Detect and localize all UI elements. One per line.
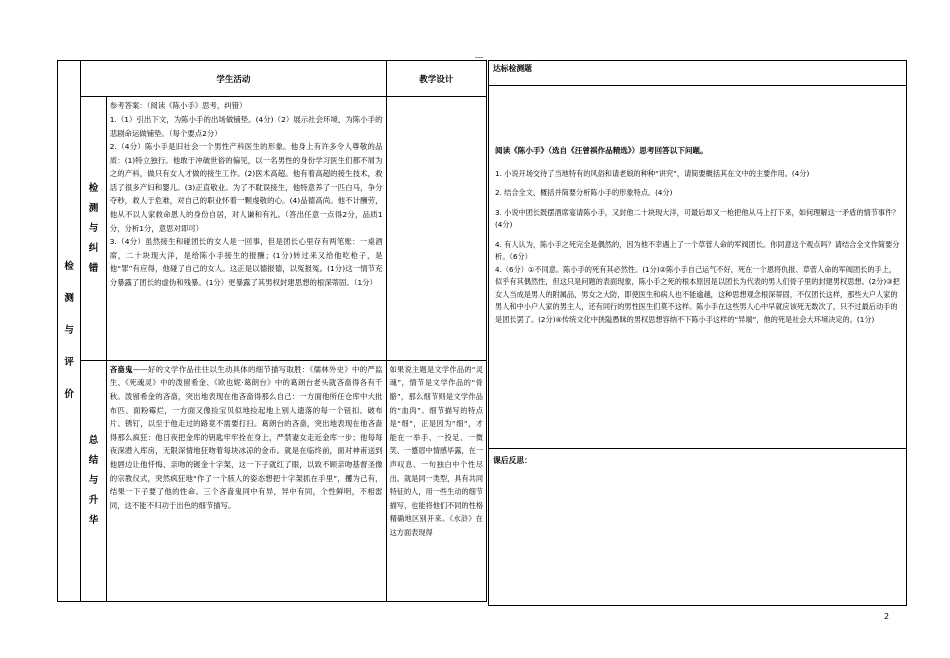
reference-answers [106, 97, 386, 360]
miser-passage [106, 360, 386, 601]
header-student-activity: 学生活动 [81, 61, 386, 97]
question-3: 3. 小说中团长既摆酒席宴请陈小手，又封他二十块现大洋，可最后却又一枪把他从马上打下来，如何理解这一矛盾的情节事件？(4分) [495, 207, 900, 229]
miser-passage-lead: 吝啬鬼 [109, 364, 133, 374]
teacher-note [386, 360, 486, 601]
header-teaching-design: 教学设计 [386, 61, 486, 97]
header-mark [475, 57, 483, 58]
row-label-summary-text: 总 结 与 升 华 [88, 434, 99, 526]
teaching-design-empty-cell [386, 97, 486, 360]
student-activity-table [57, 60, 487, 602]
page-number: 2 [884, 612, 890, 621]
answer-4: 4.（6分）①不同意。陈小手的死有其必然性。(1分)②陈小手自己运气不好，死在一个恩将仇报、草菅人命的军阀团长的手上，似乎有其偶然性，但这只是问题的表面现象，陈小手之死的根本原因是以团长为代表的男人们骨子里的封建男权思想。(2分)③把女人当成是男人的附属品，男女之大防，即使医生和病人也不能逾越，这种思想观念根深蒂固，不仅团长这样，那些大户人家的男人和中小户人家的男主人，还有同行的男性医生们莫不这样。陈小手在这些男人心中早就应该死无数次了，只不过最后动手的是团长罢了。(2分)④传统文化中狭隘愚昧的男权思想容纳不下陈小手这样的“异端”，他的死是社会大环境决定的。(1分) [495, 264, 900, 324]
teacher-note-text: 如果说主题是文学作品的“灵魂”，情节是文学作品的“骨骼”，那么细节则是文学作品的“血肉”。细节描写的特点是“细”，正是因为“细”，才能在一举手、一投足、一微笑、一蹙眉中情感毕露，在一声叹息、一句独白中个性尽出。就是同一类型，具有共同特征的人，用一些生动的细节描写，也能将他们不同的性格精确地区别开来。《水浒》在这方面表现得 [389, 364, 484, 537]
question-1: 1. 小说开场交待了当地特有的风俗和请老娘的种种“讲究”，请简要概括其在文中的主要作用。(4分) [495, 168, 810, 178]
assessment-questions [489, 86, 907, 449]
assessment-header: 达标检测题 [489, 61, 907, 86]
question-2: 2. 结合全文，概括并简要分析陈小手的形象特点。(4分) [495, 188, 673, 197]
row-label-summary [81, 360, 106, 601]
miser-passage-text: ——好的文学作品往往以生动具体的细节描写取胜：《儒林外史》中的严监生、《死魂灵》中的泼留希金、《欧也妮·葛朗台》中的葛朗台老头就吝啬得各有千秋。泼留希金的吝啬，突出地表现在他吝啬得那么自己：一方面他所任仓库中大批布匹、面粉霉烂，一方面又像捡宝贝似地捡起地上别人遗落的每一个钮扣、破布片、锈钉，以至于他走过的路竟不需要打扫。葛朗台的吝啬，突出地表现在他吝啬得那么疯狂：他日夜把金库的钥匙牢牢拴在身上，严禁妻女走近金库一步；他每每夜深潜入库房，无限深情地狂吻着每块冰凉的金币。就是在临终前，面对神甫送到他唇边让他忏悔、亲吻的镀金十字架，这一下子就红了眼，以致不顾亲吻基督圣像的宗教仪式，突然疯狂地“作了一个骇人的姿态想把十字架抓在手里”，攫为己有，结果一下子要了他的性命。三个吝啬鬼同中有异，异中有同，个性鲜明，不相雷同，这不能不归功于出色的细节描写。 [109, 364, 383, 510]
section-label-assessment-text: 检 测 与 评 价 [64, 261, 74, 400]
assessment-table [488, 60, 907, 606]
question-4: 4. 有人认为，陈小手之死完全是偶然的，因为他不幸遇上了一个草菅人命的军阀团长。你同意这个观点吗？请结合全文作简要分析。（6分） [495, 239, 900, 261]
question-title: 阅读《陈小手》（选自《汪曾祺作品精选》）思考回答以下问题。 [495, 146, 708, 155]
reference-answers-text: 参考答案：（阅读《陈小手》思考，纠错） 1.（1）引出下文，为陈小手的出场做铺垫。(4分)（2）展示社会环境，为陈小手的悲剧命运做铺垫。（每个要点2分） 2.（4分）陈小手是旧社会一个男性产科医生的形象。他身上有许多令人尊敬的品质：(1)特立独行。他敢于冲破世俗的偏见，以一名男性的身份学习医生们都不屑为之的产科，做只有女人才做的接生工作。(2)医术高超。他有着高超的接生技术，救活了很多产妇和婴儿。(3)正直敬业。为了不耽误接生，他特意养了一匹白马，争分夺秒，救人于危难，对自己的职业怀着一颗虔敬的心。(4)品德高尚。他不计酬劳，他从不以人家救命恩人的身份自居，对人谦和有礼。（答出任意一点得2分，品质1分，分析1分，意思对即可） 3.（4分）虽然接生和碰团长的女人是一回事，但是团长心里存有两笔账：一桌酒席，二十块现大洋，是给陈小手接生的报酬；(1分)转过来又给他吃枪子，是他“罪”有应得，他碰了自己的女人。这正是以德报德，以冤报冤。(1分)这一情节充分暴露了团长的虚伪和残暴。(1分）更暴露了其男权封建思想的根深蒂固。（1分） [109, 101, 383, 288]
after-class-reflection: 课后反思： [489, 449, 907, 606]
row-label-check-correct-text: 检 测 与 纠 错 [88, 182, 99, 274]
section-label-assessment [58, 61, 81, 602]
row-label-check-correct [81, 97, 106, 360]
